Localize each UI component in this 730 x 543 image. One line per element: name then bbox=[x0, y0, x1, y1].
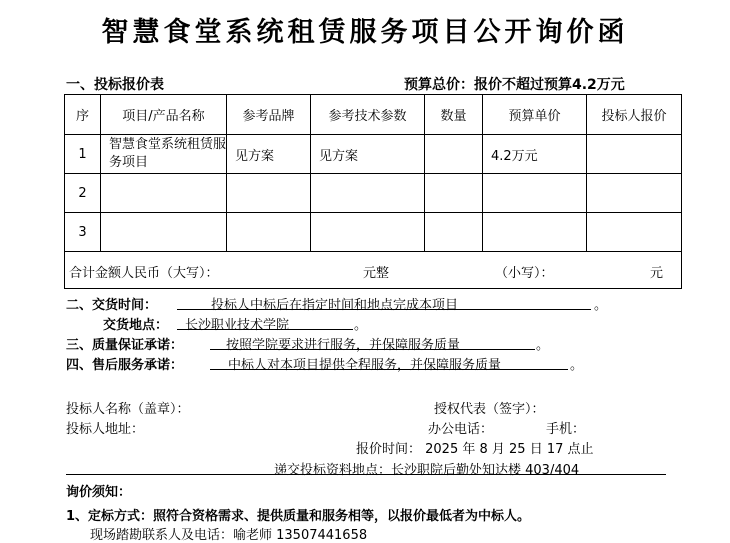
rep-label: 授权代表（签字）： bbox=[434, 402, 545, 417]
page-title: 智慧食堂系统租赁服务项目公开询价函 bbox=[101, 17, 629, 48]
mobile-label: 手机： bbox=[546, 422, 586, 437]
deadline: 报价时间： 2025 年 8 月 25 日 17 点止 bbox=[356, 442, 594, 457]
small-unit: 元 bbox=[650, 266, 664, 281]
delivery-place-label: 交货地点： bbox=[103, 318, 169, 333]
notice-heading: 询价须知： bbox=[66, 485, 132, 500]
row-name: 智慧食堂系统租赁服务项目 bbox=[101, 135, 227, 174]
notice-item-1: 1、定标方式：照符合资格需求、提供质量和服务相等，以报价最低者为中标人。 bbox=[66, 509, 531, 524]
row-brand[interactable] bbox=[227, 174, 311, 213]
office-phone-label: 办公电话： bbox=[428, 422, 494, 437]
row-price[interactable] bbox=[483, 213, 587, 252]
aftersale-value: 中标人对本项目提供全程服务，并保障服务质量 bbox=[210, 354, 568, 370]
aftersale-label: 四、售后服务承诺： bbox=[66, 358, 184, 373]
quote-table bbox=[64, 94, 682, 289]
bidder-address-label: 投标人地址： bbox=[66, 422, 145, 437]
header-spec: 参考技术参数 bbox=[311, 95, 425, 135]
row-qty[interactable] bbox=[425, 174, 483, 213]
row-price[interactable] bbox=[483, 174, 587, 213]
total-unit: 元整 bbox=[363, 266, 390, 281]
row-spec[interactable] bbox=[311, 213, 425, 252]
aftersale-period: 。 bbox=[570, 358, 584, 373]
total-label: 合计金额人民币（大写）： bbox=[69, 266, 219, 281]
delivery-time-value: 投标人中标后在指定时间和地点完成本项目 bbox=[177, 294, 591, 310]
table-header-row bbox=[65, 95, 682, 135]
row-bid[interactable] bbox=[587, 213, 682, 252]
row-qty[interactable] bbox=[425, 135, 483, 174]
small-label: （小写）： bbox=[495, 266, 554, 281]
delivery-time-label: 二、交货时间： bbox=[66, 298, 158, 313]
header-no: 序 bbox=[65, 95, 101, 135]
row-no: 1 bbox=[65, 135, 101, 174]
row-brand: 见方案 bbox=[227, 135, 311, 174]
submit-place: 递交投标资料地点：长沙职院后勤处知达楼 403/404 bbox=[274, 463, 580, 478]
header-price: 预算单价 bbox=[483, 95, 587, 135]
row-name[interactable] bbox=[101, 174, 227, 213]
table-row bbox=[65, 174, 682, 213]
delivery-place-period: 。 bbox=[354, 318, 368, 333]
row-bid[interactable] bbox=[587, 174, 682, 213]
row-spec: 见方案 bbox=[311, 135, 425, 174]
header-brand: 参考品牌 bbox=[227, 95, 311, 135]
budget-label: 预算总价：报价不超过预算4.2万元 bbox=[404, 77, 625, 93]
delivery-time-period: 。 bbox=[594, 298, 608, 313]
header-bid: 投标人报价 bbox=[587, 95, 682, 135]
total-cell bbox=[65, 252, 682, 289]
bidder-name-label: 投标人名称（盖章）： bbox=[66, 402, 190, 417]
header-name: 项目/产品名称 bbox=[101, 95, 227, 135]
quality-label: 三、质量保证承诺： bbox=[66, 338, 184, 353]
row-name[interactable] bbox=[101, 213, 227, 252]
row-qty[interactable] bbox=[425, 213, 483, 252]
row-price: 4.2万元 bbox=[483, 135, 587, 174]
row-bid[interactable] bbox=[587, 135, 682, 174]
quality-period: 。 bbox=[536, 338, 550, 353]
delivery-place-value: 长沙职业技术学院 bbox=[177, 314, 353, 330]
site-contact: 现场踏勘联系人及电话：喻老师 13507441658 bbox=[90, 528, 368, 543]
submit-underline bbox=[66, 474, 666, 475]
row-no: 2 bbox=[65, 174, 101, 213]
table-row bbox=[65, 213, 682, 252]
row-brand[interactable] bbox=[227, 213, 311, 252]
total-row bbox=[65, 252, 682, 289]
section1-heading: 一、投标报价表 bbox=[66, 77, 164, 93]
header-qty: 数量 bbox=[425, 95, 483, 135]
row-no: 3 bbox=[65, 213, 101, 252]
table-row bbox=[65, 135, 682, 174]
row-spec[interactable] bbox=[311, 174, 425, 213]
quality-value: 按照学院要求进行服务，并保障服务质量 bbox=[210, 334, 535, 350]
